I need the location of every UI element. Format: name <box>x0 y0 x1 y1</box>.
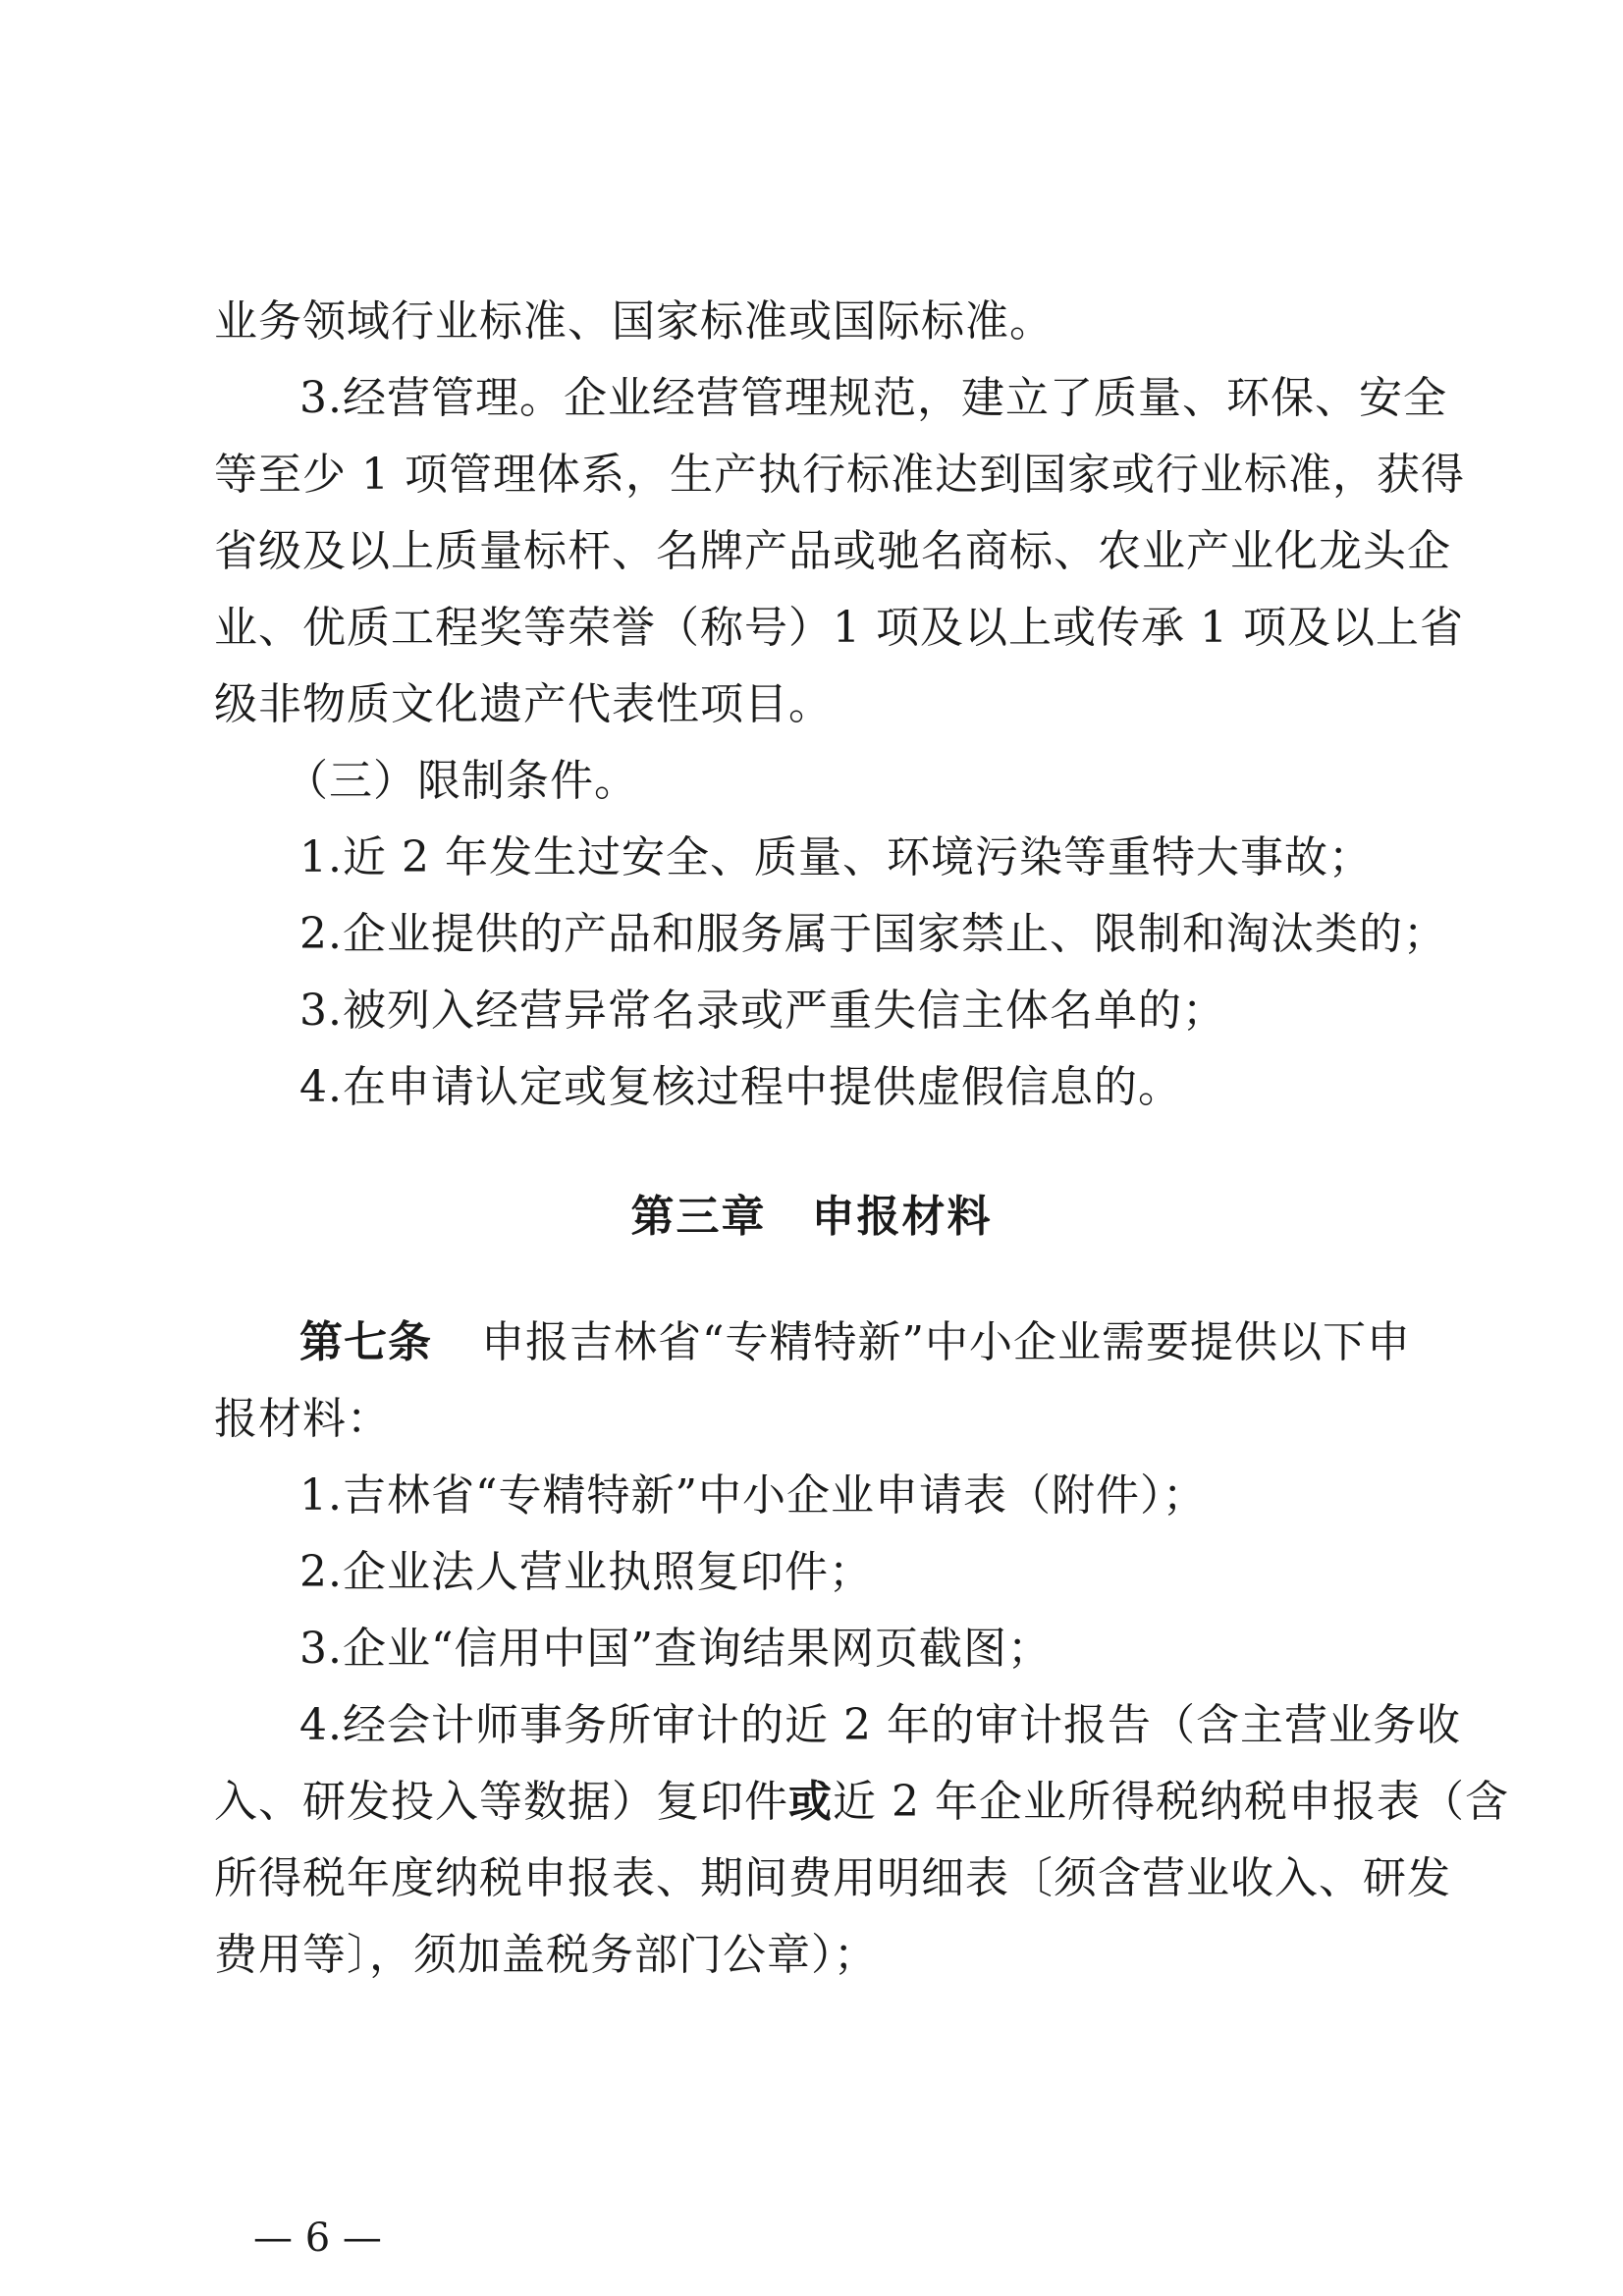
paragraph-line: 3.经营管理。企业经营管理规范，建立了质量、环保、安全 <box>299 373 1447 423</box>
chapter-heading: 第三章 申报材料 <box>630 1192 993 1242</box>
paragraph-line: 业、优质工程奖等荣誉（称号）1 项及以上或传承 1 项及以上省 <box>214 603 1464 653</box>
bold-or: 或 <box>788 1777 833 1827</box>
text-segment: 近 2 年企业所得税纳税申报表（含 <box>833 1777 1509 1827</box>
list-item: 3.被列入经营异常名录或严重失信主体名单的； <box>299 986 1226 1036</box>
text-segment: 入、研发投入等数据）复印件 <box>214 1777 788 1827</box>
section-subheading: （三）限制条件。 <box>285 756 638 806</box>
paragraph-line: 省级及以上质量标杆、名牌产品或驰名商标、农业产业化龙头企 <box>214 526 1451 576</box>
list-item: 4.在申请认定或复核过程中提供虚假信息的。 <box>299 1062 1182 1112</box>
list-item: 1.近 2 年发生过安全、质量、环境污染等重特大事故； <box>299 832 1373 882</box>
paragraph-line: 等至少 1 项管理体系，生产执行标准达到国家或行业标准，获得 <box>214 450 1465 500</box>
article-label: 第七条 <box>299 1317 432 1367</box>
article-line: 报材料： <box>214 1394 391 1444</box>
list-item: 2.企业法人营业执照复印件； <box>299 1547 873 1597</box>
list-item-continuation: 费用等〕，须加盖税务部门公章）； <box>214 1930 878 1980</box>
list-item-continuation: 所得税年度纳税申报表、期间费用明细表〔须含营业收入、研发 <box>214 1853 1451 1903</box>
list-item: 2.企业提供的产品和服务属于国家禁止、限制和淘汰类的； <box>299 909 1447 959</box>
list-item: 3.企业“信用中国”查询结果网页截图； <box>299 1624 1052 1674</box>
article-line <box>299 1315 1411 1370</box>
list-item: 4.经会计师事务所审计的近 2 年的审计报告（含主营业务收 <box>299 1700 1461 1750</box>
article-text: 申报吉林省“专精特新”中小企业需要提供以下申 <box>481 1317 1411 1367</box>
list-item-continuation <box>214 1775 1509 1830</box>
paragraph-line: 业务领域行业标准、国家标准或国际标准。 <box>214 296 1054 347</box>
paragraph-line: 级非物质文化遗产代表性项目。 <box>214 679 833 729</box>
list-item: 1.吉林省“专精特新”中小企业申请表（附件）； <box>299 1470 1207 1521</box>
page-number: — 6 — <box>253 2216 382 2261</box>
